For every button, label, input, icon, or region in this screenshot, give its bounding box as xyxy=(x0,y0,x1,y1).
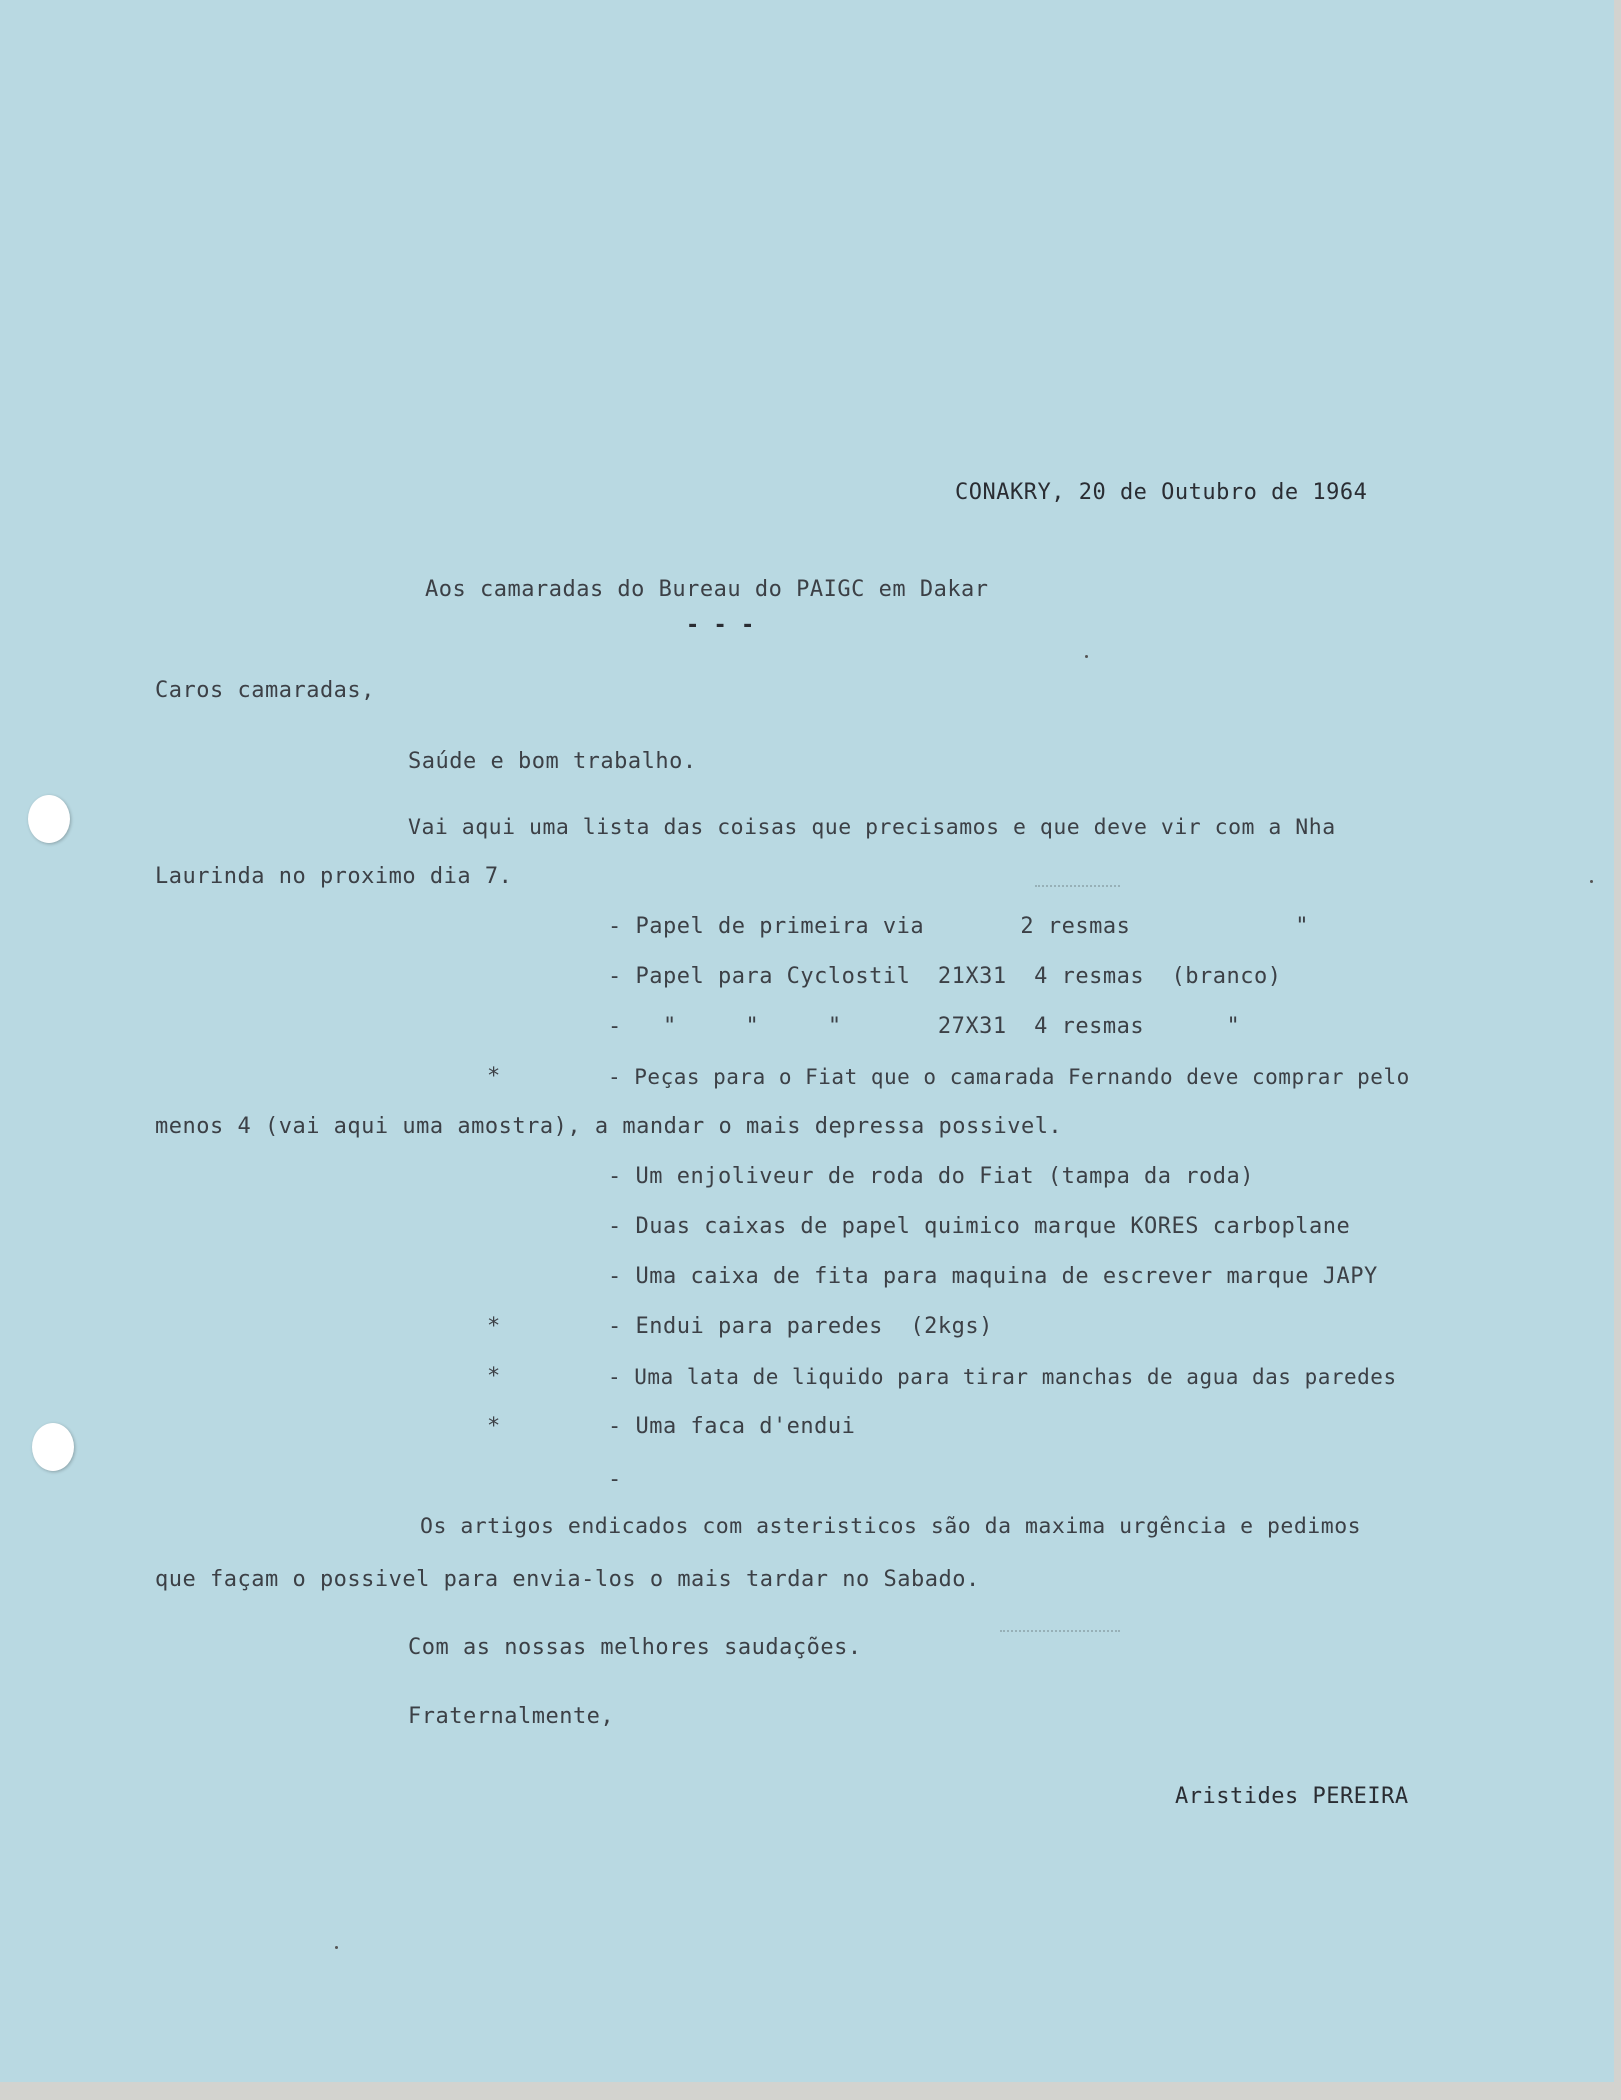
item-text: - Endui para paredes (2kgs) xyxy=(608,1314,993,1339)
item-text: - Uma lata de liquido para tirar manchas de agua das paredes xyxy=(608,1365,1397,1389)
item-text: - xyxy=(608,1467,622,1492)
item-text: - Papel para Cyclostil 21X31 4 resmas (branco) xyxy=(608,964,1282,989)
item-text: - Peças para o Fiat que o camarada Fernando deve comprar pelo xyxy=(608,1065,1410,1089)
urgent-asterisk: * xyxy=(487,1414,501,1439)
urgent-asterisk: * xyxy=(487,1314,501,1339)
ink-speck xyxy=(1590,880,1593,883)
item-text: - Uma caixa de fita para maquina de escrever marque JAPY xyxy=(608,1264,1378,1289)
item-text: - Uma faca d'endui xyxy=(608,1414,856,1439)
item-continuation: menos 4 (vai aqui uma amostra), a mandar o mais depressa possivel. xyxy=(155,1114,1063,1139)
recipient-separator: - - - xyxy=(686,613,755,638)
regards-line: Com as nossas melhores saudações. xyxy=(408,1635,862,1660)
ink-speck xyxy=(1085,655,1088,658)
date-line: CONAKRY, 20 de Outubro de 1964 xyxy=(955,480,1368,505)
item-text: - Papel de primeira via 2 resmas " xyxy=(608,914,1310,939)
urgent-asterisk: * xyxy=(487,1364,501,1389)
intro-line-2: Laurinda no proximo dia 7. xyxy=(155,864,513,889)
typewriter-smudge xyxy=(1000,1630,1120,1636)
urgency-line-2: que façam o possivel para envia-los o mais tardar no Sabado. xyxy=(155,1567,980,1592)
salutation: Caros camaradas, xyxy=(155,678,375,703)
item-text: - Duas caixas de papel quimico marque KORES carboplane xyxy=(608,1214,1351,1239)
item-text: - Um enjoliveur de roda do Fiat (tampa da roda) xyxy=(608,1164,1255,1189)
signature-name: Aristides PEREIRA xyxy=(1175,1784,1409,1809)
punch-hole-bottom xyxy=(32,1423,74,1471)
greeting: Saúde e bom trabalho. xyxy=(408,749,697,774)
urgent-asterisk: * xyxy=(487,1064,501,1089)
recipient-line: Aos camaradas do Bureau do PAIGC em Dakar xyxy=(425,577,989,602)
ink-speck xyxy=(335,1946,338,1949)
typewriter-smudge xyxy=(1035,885,1120,891)
closing-line: Fraternalmente, xyxy=(408,1704,615,1729)
item-text: - " " " 27X31 4 resmas " xyxy=(608,1014,1241,1039)
urgency-line-1: Os artigos endicados com asteristicos são da maxima urgência e pedimos xyxy=(420,1514,1362,1539)
intro-line-1: Vai aqui uma lista das coisas que precisamos e que deve vir com a Nha xyxy=(408,815,1336,840)
punch-hole-top xyxy=(28,795,70,843)
